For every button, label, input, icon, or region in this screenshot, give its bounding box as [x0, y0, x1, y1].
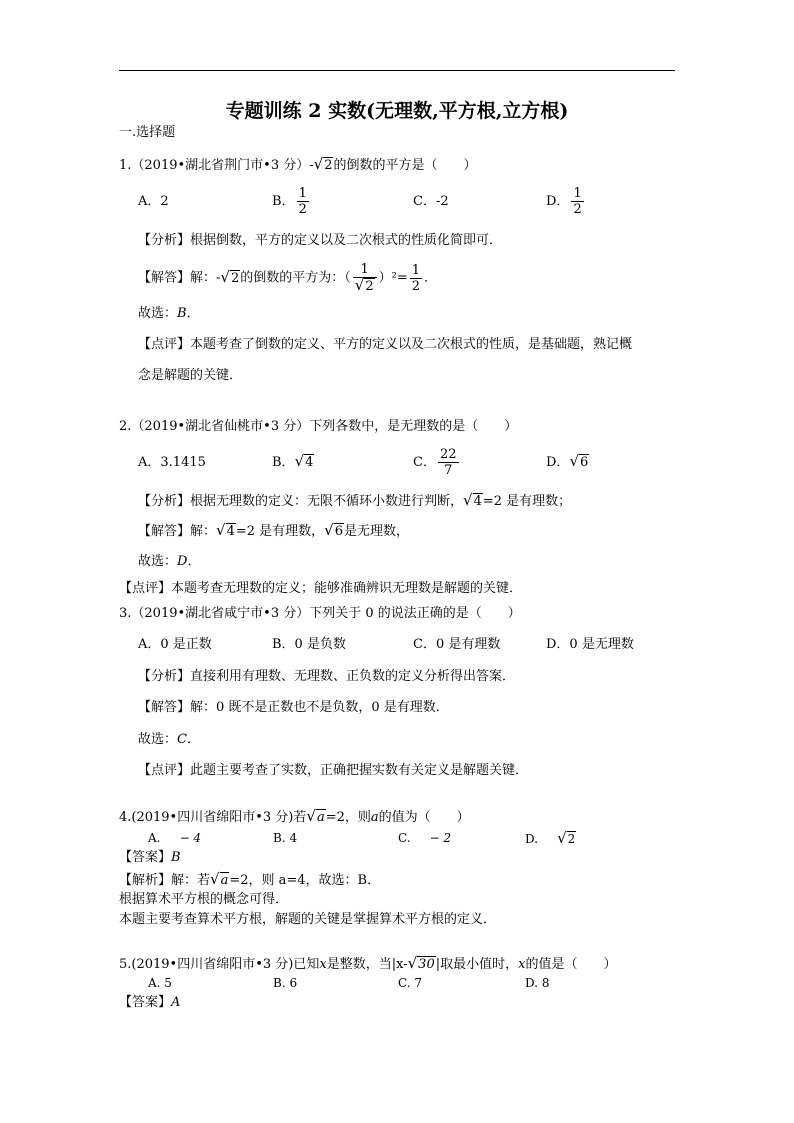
q2-option-d: D．√6: [546, 452, 589, 470]
q1-comment-line1: 【点评】本题考查了倒数的定义、平方的定义以及二次根式的性质，是基础题，熟记概: [138, 337, 633, 352]
section-heading: 一.选择题: [119, 125, 176, 140]
q4-stem: 4.(2019•四川省绵阳市•3 分)若√a=2，则a的值为（ ）: [119, 807, 470, 825]
q3-analysis: 【分析】直接利用有理数、无理数、正负数的定义分析得出答案．: [138, 669, 516, 684]
q4-option-b: B. 4: [273, 831, 298, 845]
q3-stem: 3.（2019•湖北省咸宁市•3 分）下列关于 0 的说法正确的是（ ）: [119, 606, 521, 621]
q4-option-a: A. − 4: [148, 831, 202, 845]
q3-option-b: B．0 是负数: [272, 637, 346, 652]
q2-analysis: 【分析】根据无理数的定义：无限不循环小数进行判断，√4=2 是有理数；: [138, 491, 572, 509]
q1-option-b: B． $\frac{1}{2}$: [272, 186, 307, 217]
q1-option-a: A．2: [138, 194, 169, 209]
q3-choice: 故选：C．: [138, 732, 200, 747]
q3-solution: 【解答】解：0 既不是正数也不是负数，0 是有理数．: [138, 700, 449, 715]
q2-option-c: C． $\frac{22}{7}$: [413, 447, 457, 478]
q4-option-d: D. √2: [525, 829, 576, 847]
q1-solution: 【解答】解：-√2的倒数的平方为：（ $\frac{1}{√2}$ ）²= $\frac{1}{2}$ ．: [138, 262, 438, 294]
q3-option-c: C．0 是有理数: [413, 637, 501, 652]
q2-option-a: A．3.1415: [138, 455, 206, 470]
q1-option-d: D． $\frac{1}{2}$: [546, 186, 582, 217]
q1-choice: 故选：B．: [138, 306, 200, 321]
q3-option-a: A．0 是正数: [138, 637, 212, 652]
q3-comment: 【点评】此题主要考查了实数，正确把握实数有关定义是解题关键．: [138, 763, 529, 778]
q1-stem: 1.（2019•湖北省荆门市•3 分）-√2的倒数的平方是（ ）: [119, 155, 477, 173]
q5-answer: 【答案】A: [119, 995, 181, 1010]
q2-choice: 故选：D．: [138, 554, 201, 569]
q1-sqrt: √2: [313, 155, 333, 173]
q2-option-b: B．√4: [272, 452, 314, 470]
header-rule: [119, 70, 675, 71]
q4-explanation: 【解析】解：若√a=2，则 a=4，故选：B．: [119, 870, 381, 888]
q4-answer: 【答案】B: [119, 850, 181, 865]
q5-option-c: C. 7: [398, 976, 423, 990]
q2-solution: 【解答】解：√4=2 是有理数，√6是无理数，: [138, 521, 410, 539]
q5-option-d: D. 8: [525, 976, 550, 990]
q1-analysis: 【分析】根据倒数，平方的定义以及二次根式的性质化简即可．: [138, 233, 503, 248]
q1-option-c: C．-2: [413, 194, 449, 209]
q5-stem: 5.(2019•四川省绵阳市•3 分)已知x是整数，当|x-√30|取最小值时，x的值是（ ）: [119, 954, 617, 972]
q5-option-a: A. 5: [148, 976, 172, 990]
q2-comment: 【点评】本题考查无理数的定义；能够准确辨识无理数是解题的关键．: [119, 581, 523, 596]
q5-option-b: B. 6: [273, 976, 298, 990]
q1-comment-line2: 念是解题的关键．: [138, 368, 243, 383]
q2-stem: 2.（2019•湖北省仙桃市•3 分）下列各数中，是无理数的是（ ）: [119, 419, 518, 434]
q4-option-c: C. − 2: [398, 831, 452, 845]
q3-option-d: D．0 是无理数: [546, 637, 634, 652]
page-title: 专题训练 2 实数(无理数,平方根,立方根): [225, 100, 569, 122]
q4-explanation-line3: 本题主要考查算术平方根，解题的关键是掌握算术平方根的定义．: [119, 912, 497, 927]
q4-explanation-line2: 根据算术平方根的概念可得．: [119, 892, 289, 907]
